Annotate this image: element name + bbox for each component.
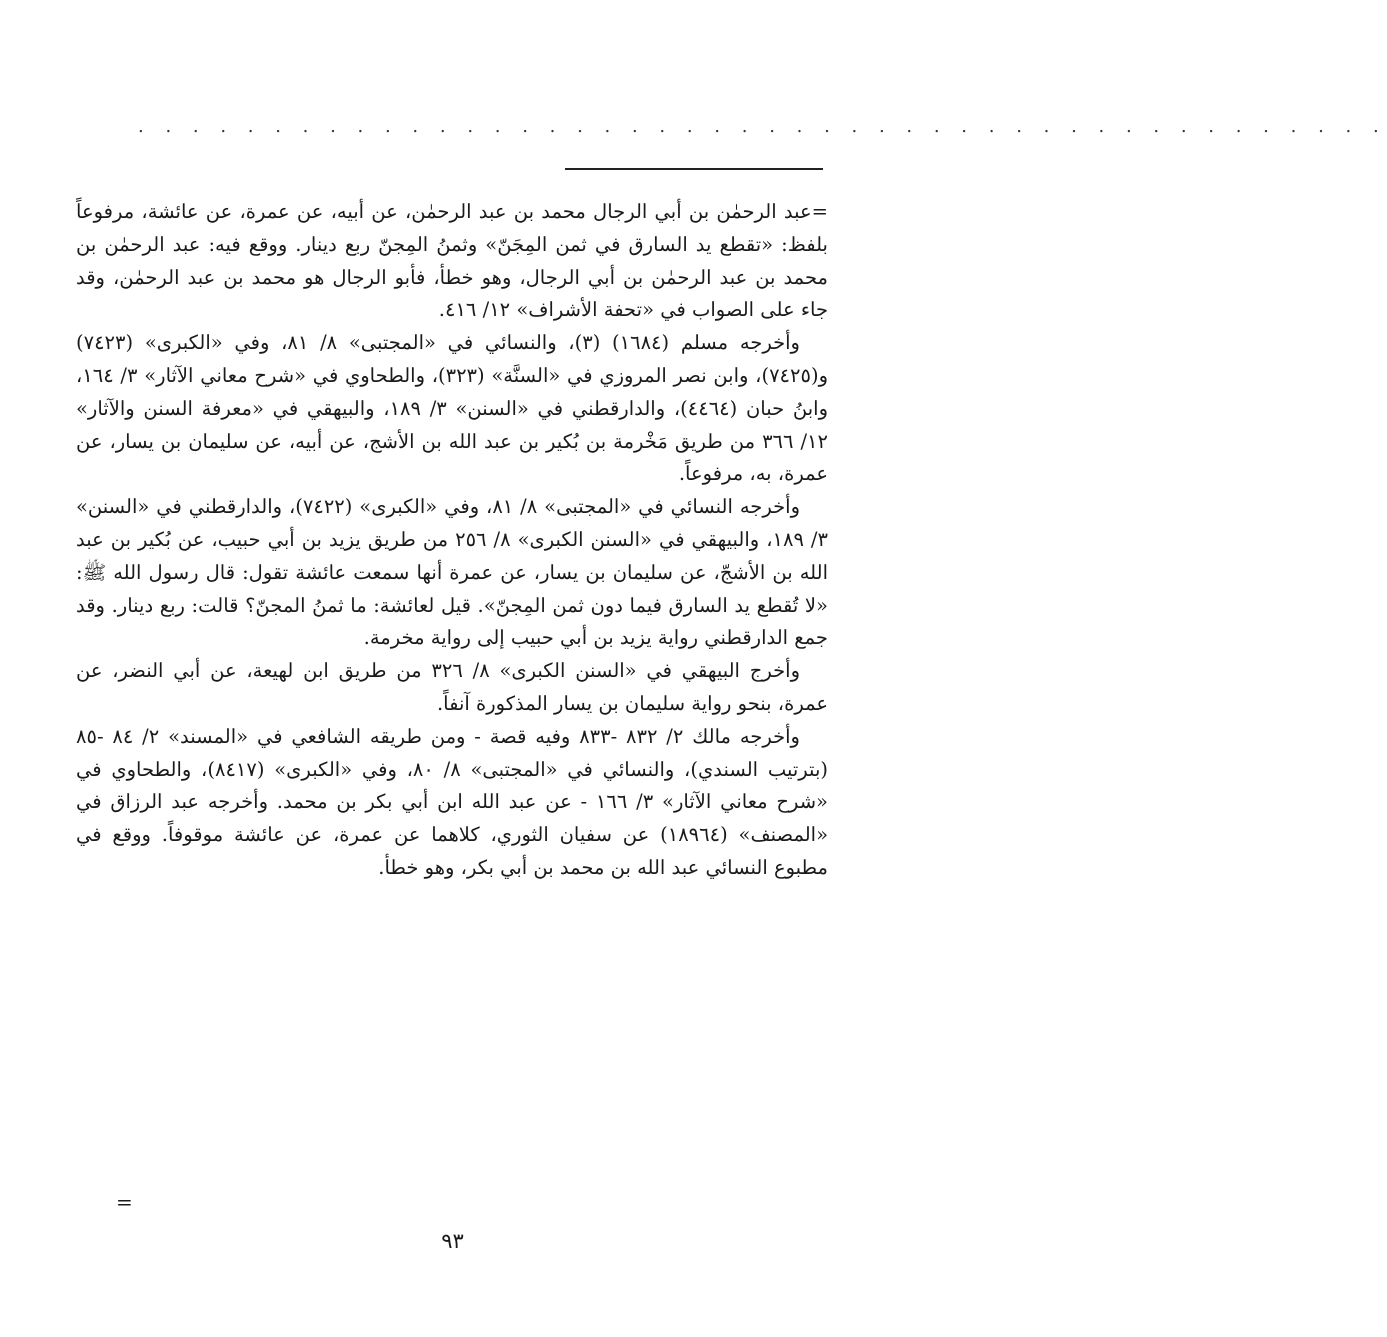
- footnote-paragraph-2: وأخرجه مسلم (١٦٨٤) (٣)، والنسائي في «المجتبى» ٨/ ٨١، وفي «الكبرى» (٧٤٢٣) و(٧٤٢٥)، وابن نصر المروزي في «السنَّة» (٣٢٣)، والطحاوي في «شرح معاني الآثار» ٣/ ١٦٤، وابنُ حبان (٤٤٦٤)، والدارقطني في «السنن» ٣/ ١٨٩، والبيهقي في «معرفة السنن والآثار» ١٢/ ٣٦٦ من طريق مَخْرمة بن بُكير بن عبد الله بن الأشج، عن أبيه، عن سليمان بن يسار، عن عمرة، به، مرفوعاً.: [76, 331, 828, 486]
- dotted-rule: . . . . . . . . . . . . . . . . . . . . . . . . . . . . . . . . . . . . . . . . . . . . . .: [138, 116, 1387, 137]
- footnote-separator: [565, 168, 823, 170]
- footnote-paragraph-5: وأخرجه مالك ٢/ ٨٣٢ -٨٣٣ وفيه قصة - ومن طريقه الشافعي في «المسند» ٢/ ٨٤ -٨٥ (بترتيب السندي)، والنسائي في «المجتبى» ٨/ ٨٠، وفي «الكبرى» (٨٤١٧)، والطحاوي في «شرح معاني الآثار» ٣/ ١٦٦ - عن عبد الله ابن أبي بكر بن محمد. وأخرجه عبد الرزاق في «المصنف» (١٨٩٦٤) عن سفيان الثوري، كلاهما عن عمرة، عن عائشة موقوفاً. ووقع في مطبوع النسائي عبد الله بن محمد بن أبي بكر، وهو خطأ.: [76, 724, 829, 879]
- continuation-marker: =: [811, 200, 828, 223]
- footnotes-block: [76, 196, 828, 885]
- footnote-paragraph-4: وأخرج البيهقي في «السنن الكبرى» ٨/ ٣٢٦ من طريق ابن لهيعة، عن أبي النضر، عن عمرة، بنحو رواية سليمان بن يسار المذكورة آنفاً.: [76, 659, 828, 715]
- page-number: ٩٣: [441, 1229, 464, 1253]
- footnote-paragraph-1-text: عبد الرحمٰن بن أبي الرجال محمد بن عبد الرحمٰن، عن أبيه، عن عمرة، عن عائشة، مرفوعاً بلفظ: «تقطع يد السارق في ثمن المِجَنّ» وثمنُ المِجنّ ربع دينار. ووقع فيه: عبد الرحمٰن بن محمد بن عبد الرحمٰن بن أبي الرجال، وهو خطأ، فأبو الرجال هو محمد بن عبد الرحمٰن، وقد جاء على الصواب في «تحفة الأشراف» ١٢/ ٤١٦.: [76, 200, 828, 322]
- continuation-marker-end: =: [116, 1190, 133, 1214]
- footnote-paragraph-3: وأخرجه النسائي في «المجتبى» ٨/ ٨١، وفي «الكبرى» (٧٤٢٢)، والدارقطني في «السنن» ٣/ ١٨٩، والبيهقي في «السنن الكبرى» ٨/ ٢٥٦ من طريق يزيد بن أبي حبيب، عن بُكير بن عبد الله بن الأشجّ، عن سليمان بن يسار، عن عمرة أنها سمعت عائشة تقول: قال رسول الله ﷺ: «لا تُقطع يد السارق فيما دون ثمن المِجنّ». قيل لعائشة: ما ثمنُ المجنّ؟ قالت: ربع دينار. وقد جمع الدارقطني رواية يزيد بن أبي حبيب إلى رواية مخرمة.: [76, 495, 828, 650]
- footnote-paragraph-1: [76, 196, 828, 327]
